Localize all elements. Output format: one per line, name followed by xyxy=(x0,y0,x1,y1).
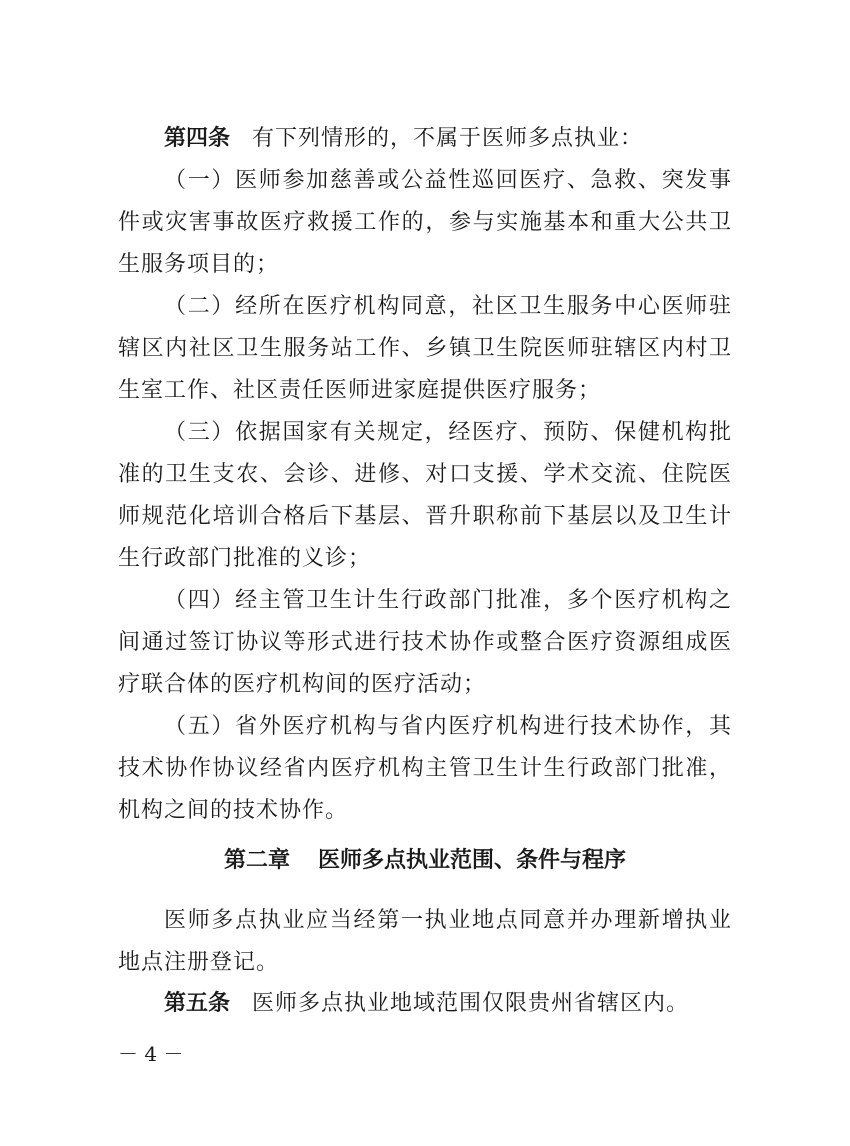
article-4-intro-text: 有下列情形的，不属于医师多点执业： xyxy=(252,126,644,151)
chapter-2-intro: 医师多点执业应当经第一执业地点同意并办理新增执业地点注册登记。 xyxy=(118,908,732,975)
chapter-number: 第二章 xyxy=(223,848,290,873)
article-4-item-3: （三）依据国家有关规定，经医疗、预防、保健机构批准的卫生支农、会诊、进修、对口支援、学术交流、住院医师规范化培训合格后下基层、晋升职称前下基层以及卫生计生行政部门批准的义诊； xyxy=(118,420,732,571)
article-4-item-4: （四）经主管卫生计生行政部门批准，多个医疗机构之间通过签订协议等形式进行技术协作或整合医疗资源组成医疗联合体的医疗机构间的医疗活动； xyxy=(118,588,732,697)
article-4-item-5: （五）省外医疗机构与省内医疗机构进行技术协作，其技术协作协议经省内医疗机构主管卫生计生行政部门批准，机构之间的技术协作。 xyxy=(118,714,732,823)
article-4-intro xyxy=(118,118,732,160)
article-4-item-1: （一）医师参加慈善或公益性巡回医疗、急救、突发事件或灾害事故医疗救援工作的，参与实施基本和重大公共卫生服务项目的； xyxy=(118,168,732,277)
page-number: － 4 － xyxy=(118,1042,184,1066)
article-5-text: 医师多点执业地域范围仅限贵州省辖区内。 xyxy=(252,991,690,1016)
article-4-heading: 第四条 xyxy=(164,126,231,151)
article-4-item-2: （二）经所在医疗机构同意，社区卫生服务中心医师驻辖区内社区卫生服务站工作、乡镇卫生院医师驻辖区内村卫生室工作、社区责任医师进家庭提供医疗服务； xyxy=(118,294,732,403)
chapter-title: 医师多点执业范围、条件与程序 xyxy=(318,848,627,873)
article-5-heading: 第五条 xyxy=(164,991,231,1016)
article-5 xyxy=(118,983,732,1025)
chapter-heading xyxy=(118,840,732,882)
